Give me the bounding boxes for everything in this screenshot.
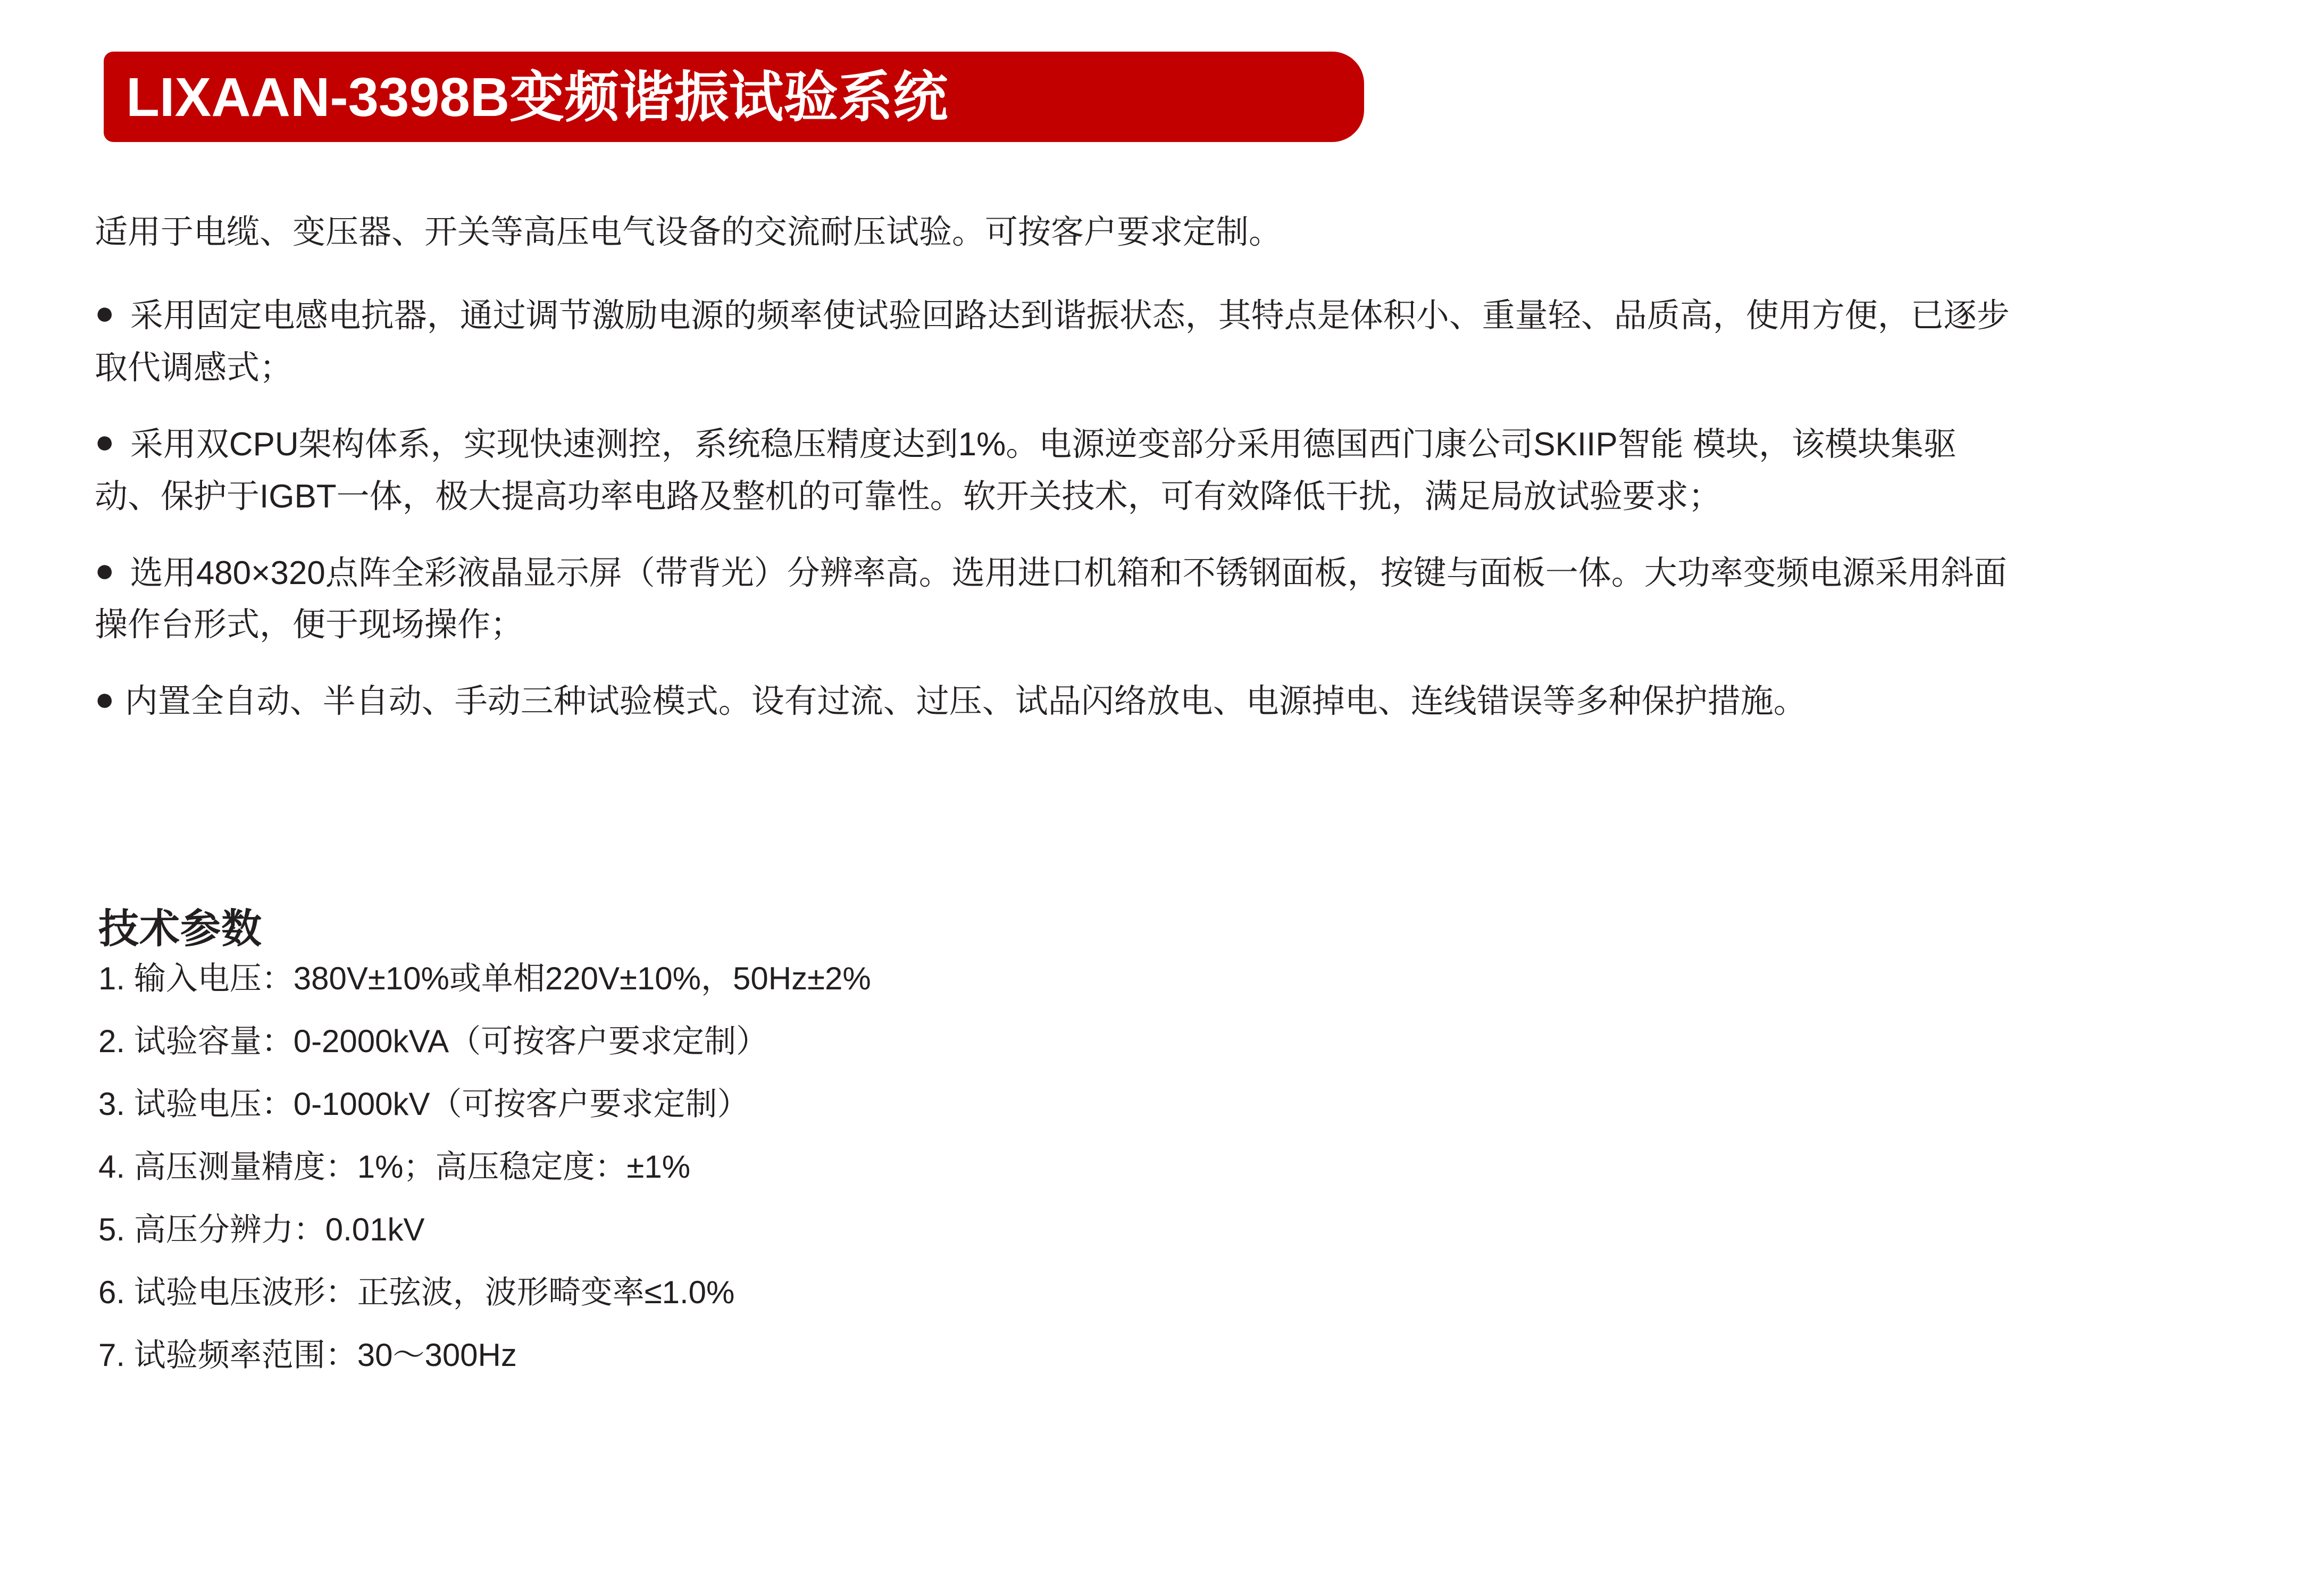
spec-item: 5. 高压分辨力：0.01kV xyxy=(98,1212,425,1247)
title-banner xyxy=(104,52,1364,142)
bullet-dot-icon: ● xyxy=(95,681,115,718)
feature-text-4: 内置全自动、半自动、手动三种试验模式。设有过流、过压、试品闪络放电、电源掉电、连线错误等多种保护措施。 xyxy=(124,683,1807,720)
bullet-dot-icon: ● xyxy=(95,295,115,332)
spec-list xyxy=(98,963,1907,1402)
spec-item: 4. 高压测量精度：1%；高压稳定度：±1% xyxy=(98,1149,691,1185)
spec-item: 1. 输入电压：380V±10%或单相220V±10%，50Hz±2% xyxy=(98,961,871,996)
spec-item: 3. 试验电压：0-1000kV（可按客户要求定制） xyxy=(98,1086,749,1122)
spec-item: 7. 试验频率范围：30～300Hz xyxy=(98,1337,517,1373)
lead-paragraph: 适用于电缆、变压器、开关等高压电气设备的交流耐压试验。可按客户要求定制。 xyxy=(95,214,1282,251)
feature-paragraph-2 xyxy=(95,419,2014,523)
bullet-dot-icon: ● xyxy=(95,423,115,461)
feature-paragraph-1 xyxy=(95,290,2014,394)
body-content xyxy=(95,210,2014,752)
feature-text-2: 采用双CPU架构体系，实现快速测控，系统稳压精度达到1%。电源逆变部分采用德国西门康公司SKIIP智能 模块，该模块集驱动、保护于IGBT一体，极大提高功率电路及整机的可靠性。软开关技术，可有效降低干扰，满足局放试验要求； xyxy=(95,426,1957,515)
spec-item: 2. 试验容量：0-2000kVA（可按客户要求定制） xyxy=(98,1023,768,1059)
page-title: LIXAAN-3398B变频谐振试验系统 xyxy=(126,66,948,128)
spec-section-heading: 技术参数 xyxy=(98,906,262,952)
feature-text-1: 采用固定电感电抗器，通过调节激励电源的频率使试验回路达到谐振状态，其特点是体积小、重量轻、品质高，使用方便，已逐步取代调感式； xyxy=(95,297,2010,386)
feature-paragraph-3 xyxy=(95,547,2014,652)
feature-paragraph-4 xyxy=(95,676,2014,728)
feature-text-3: 选用480×320点阵全彩液晶显示屏（带背光）分辨率高。选用进口机箱和不锈钢面板，按键与面板一体。大功率变频电源采用斜面操作台形式，便于现场操作； xyxy=(95,554,2007,644)
spec-item: 6. 试验电压波形：正弦波，波形畸变率≤1.0% xyxy=(98,1274,735,1310)
bullet-dot-icon: ● xyxy=(95,552,115,589)
